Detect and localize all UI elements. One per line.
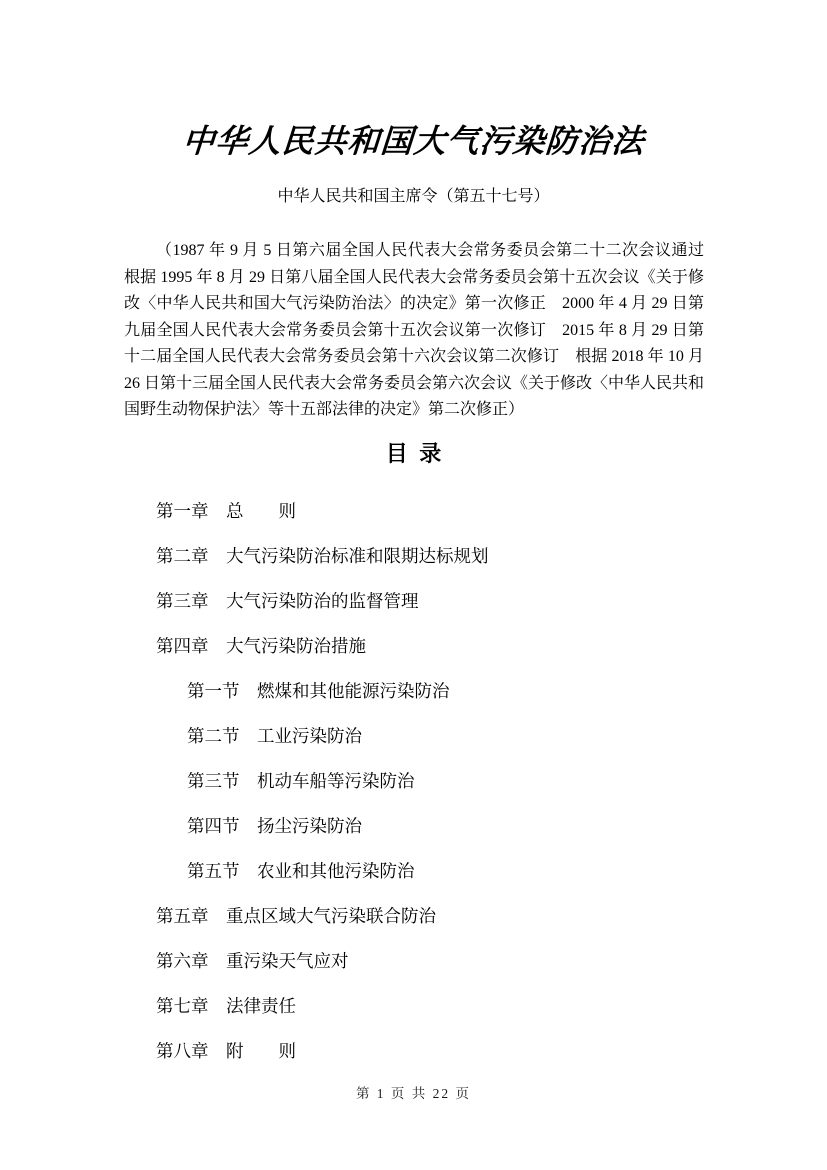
toc-item-chapter-3: 第三章 大气污染防治的监督管理 [156,590,419,611]
toc-heading: 目 录 [385,440,442,466]
toc-item-section-3: 第三节 机动车船等污染防治 [187,770,415,791]
toc-item-chapter-7: 第七章 法律责任 [156,995,296,1016]
toc-item-chapter-6: 第六章 重污染天气应对 [156,950,349,971]
toc-list [124,489,827,1074]
preamble-paragraph: （1987 年 9 月 5 日第六届全国人民代表大会常务委员会第二十二次会议通过 根据 1995 年 8 月 29 日第八届全国人民代表大会常务委员会第十五次会议《关于修改〈中华人民共和国大气污染防治法〉的决定》第一次修正 2000 年 4 月 29 日第九届全国人民代表大会常务委员会第十五次会议第一次修订 2015 年 8 月 29 日第十二届全国人民代表大会常务委员会第十六次会议第二次修订 根据 2018 年 10 月 26 日第十三届全国人民代表大会常务委员会第六次会议《关于修改〈中华人民共和国野生动物保护法〉等十五部法律的决定》第二次修正） [124,242,721,418]
toc-item-section-2: 第二节 工业污染防治 [187,725,362,746]
toc-item-chapter-5: 第五章 重点区域大气污染联合防治 [156,905,436,926]
toc-item-chapter-2: 第二章 大气污染防治标准和限期达标规划 [156,545,489,566]
toc-item-section-1: 第一节 燃煤和其他能源污染防治 [187,680,450,701]
toc-item-section-4: 第四节 扬尘污染防治 [187,815,362,836]
document-title: 中华人民共和国大气污染防治法 [181,123,646,159]
toc-item-chapter-1: 第一章 总 则 [156,500,296,521]
toc-item-chapter-8: 第八章 附 则 [156,1040,296,1061]
document-subtitle: 中华人民共和国主席令（第五十七号） [277,188,550,205]
toc-item-chapter-4: 第四章 大气污染防治措施 [156,635,366,656]
page-footer: 第 1 页 共 22 页 [355,1086,472,1101]
toc-item-section-5: 第五节 农业和其他污染防治 [187,860,415,881]
